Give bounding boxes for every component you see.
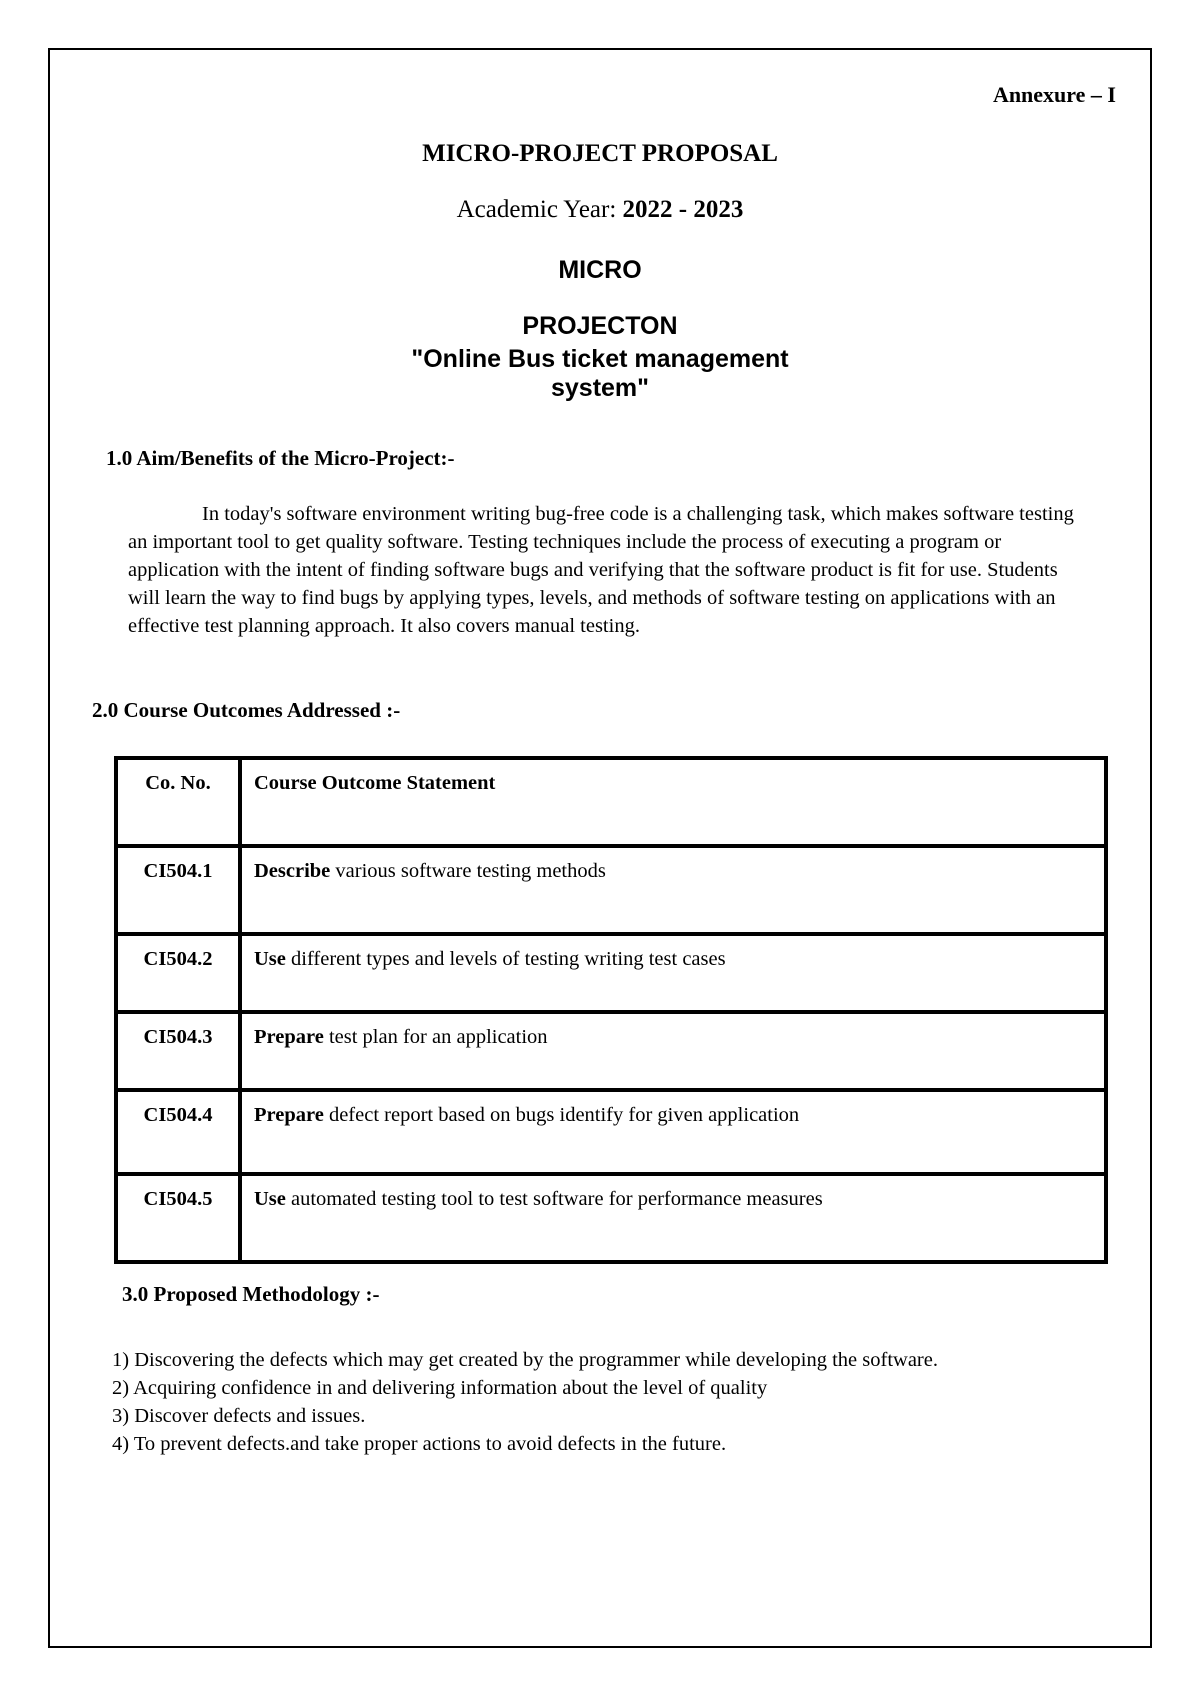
co-rest: test plan for an application (323, 1026, 548, 1048)
list-item: 1) Discovering the defects which may get created by the programmer while developing the software. (112, 1349, 938, 1371)
table-header-row (116, 758, 1106, 846)
table-row (116, 1090, 1106, 1174)
co-statement (240, 1174, 1106, 1262)
list-item: 2) Acquiring confidence in and delivering information about the level of quality (112, 1377, 768, 1399)
project-title (0, 345, 1200, 403)
list-item: 4) To prevent defects.and take proper actions to avoid defects in the future. (112, 1433, 727, 1455)
table-row (116, 1012, 1106, 1090)
projecton-heading: PROJECTON (522, 312, 678, 340)
table-row (116, 1174, 1106, 1262)
table-row (116, 846, 1106, 934)
co-statement (240, 846, 1106, 934)
table-row (116, 934, 1106, 1012)
co-number: CI504.5 (116, 1174, 240, 1262)
co-verb: Use (254, 1188, 286, 1210)
project-title-line1: "Online Bus ticket management (411, 345, 789, 373)
aim-heading: 1.0 Aim/Benefits of the Micro-Project:- (106, 446, 455, 470)
list-item: 3) Discover defects and issues. (112, 1405, 366, 1427)
co-rest: automated testing tool to test software for performance measures (285, 1188, 823, 1210)
co-number: CI504.2 (116, 934, 240, 1012)
header-co-no: Co. No. (116, 758, 240, 846)
methodology-heading: 3.0 Proposed Methodology :- (122, 1282, 380, 1306)
academic-year (0, 196, 1200, 224)
academic-year-label: Academic Year: (456, 196, 623, 223)
co-number: CI504.1 (116, 846, 240, 934)
co-statement (240, 934, 1106, 1012)
co-rest: various software testing methods (330, 860, 606, 882)
project-title-line2: system" (550, 374, 650, 402)
academic-year-value: 2022 - 2023 (622, 196, 744, 223)
co-statement (240, 1012, 1106, 1090)
course-outcomes-table (114, 756, 1108, 1264)
co-rest: different types and levels of testing writing test cases (285, 948, 726, 970)
co-statement (240, 1090, 1106, 1174)
annexure-label: Annexure – I (992, 82, 1116, 107)
co-verb: Use (254, 948, 286, 970)
course-outcomes-heading: 2.0 Course Outcomes Addressed :- (92, 698, 401, 722)
co-verb: Prepare (254, 1026, 324, 1048)
co-verb: Prepare (254, 1104, 324, 1126)
co-number: CI504.3 (116, 1012, 240, 1090)
aim-text: In today's software environment writing bug-free code is a challenging task, which makes software testing an important tool to get quality software. Testing techniques include the process of executing a program or application with the intent of finding software bugs and verifying that the software product is fit for use. Students will learn the way to find bugs by applying types, levels, and methods of software testing on applications with an effective test planning approach. It also covers manual testing. (128, 503, 1074, 637)
micro-heading: MICRO (558, 256, 642, 284)
co-rest: defect report based on bugs identify for given application (323, 1104, 800, 1126)
methodology-list (112, 1346, 938, 1458)
document-title: MICRO-PROJECT PROPOSAL (422, 140, 778, 167)
co-verb: Describe (254, 860, 331, 882)
aim-paragraph (128, 500, 1094, 640)
header-statement: Course Outcome Statement (240, 758, 1106, 846)
co-number: CI504.4 (116, 1090, 240, 1174)
